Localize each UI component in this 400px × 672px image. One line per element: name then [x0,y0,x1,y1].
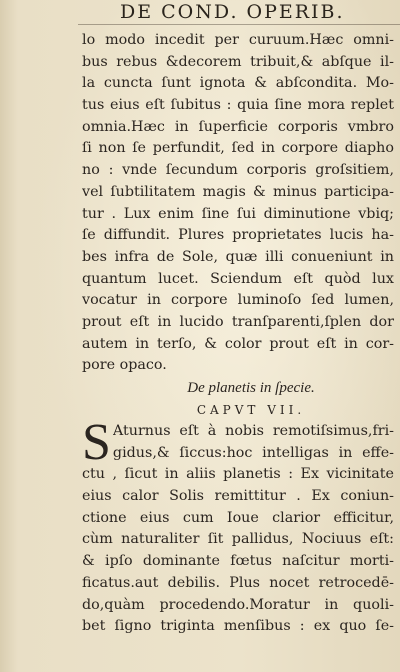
text-line: cùm naturaliter ſit pallidus, Nociuus eſt: [82,531,394,548]
text-line: eius calor Solis remittitur . Ex coniun- [82,488,394,505]
text-line: ficatus.aut debilis. Plus nocet retrocedē- [82,574,394,591]
text-line: lo modo incedit per curuum.Hæc omni- [82,32,394,48]
text-line: tur . Lux enim ſine ſui diminutione vbiq; [82,205,394,222]
text-line: la cuncta ſunt ignota & abſcondita. Mo- [82,75,394,92]
text-line: ſi non ſe perfundit, ſed in corpore diapho [82,140,394,157]
text-block [82,30,394,638]
text-line: ctu , ſicut in aliis planetis : Ex vicinitate [82,466,394,483]
paragraph-saturn [82,414,394,638]
text-line: gidus,& ſiccus:hoc intelligas in effe- [112,444,394,461]
running-header: DE COND. OPERIB. [120,1,345,23]
text-line: Aturnus eſt à nobis remotiſsimus,fri- [112,423,394,439]
text-line: prout eſt in lucido tranſparenti,ſplen dor [82,313,394,330]
header-rule [78,24,400,25]
text-line: no : vnde ſecundum corporis groſsitiem, [82,162,394,179]
paragraph-light [82,30,394,377]
text-line: omnia.Hæc in ſuperficie corporis vmbro [82,118,394,135]
text-line: vel ſubtilitatem magis & minus participa- [82,183,394,200]
text-line: vocatur in corpore luminoſo ſed lumen, [82,292,394,309]
text-line: pore opaco. [82,357,167,374]
section-subheading: De planetis in ſpecie. [187,380,315,396]
text-line: ſe diffundit. Plures proprietates lucis ha- [82,227,394,244]
text-line: bet ſigno triginta menſibus : ex quo ſe- [82,618,394,635]
text-line: bes infra de Sole, quæ illi conueniunt in [82,248,394,265]
text-line: ctione eius cum Ioue clarior efficitur, [82,509,394,526]
drop-cap: S [82,414,111,471]
text-line: tus eius eſt ſubitus : quia ſine mora replet [82,97,394,114]
text-line: & ipſo dominante fœtus naſcitur morti- [82,553,394,570]
chapter-heading: CAPVT VII. [196,403,306,417]
text-line: do,quàm procedendo.Moratur in quoli- [82,596,394,613]
text-line: bus rebus &decorem tribuit,& abſque il- [82,53,394,70]
text-line: autem in terſo, & color prout eſt in cor- [82,335,394,352]
text-line: quantum lucet. Sciendum eſt quòd lux [82,270,394,287]
